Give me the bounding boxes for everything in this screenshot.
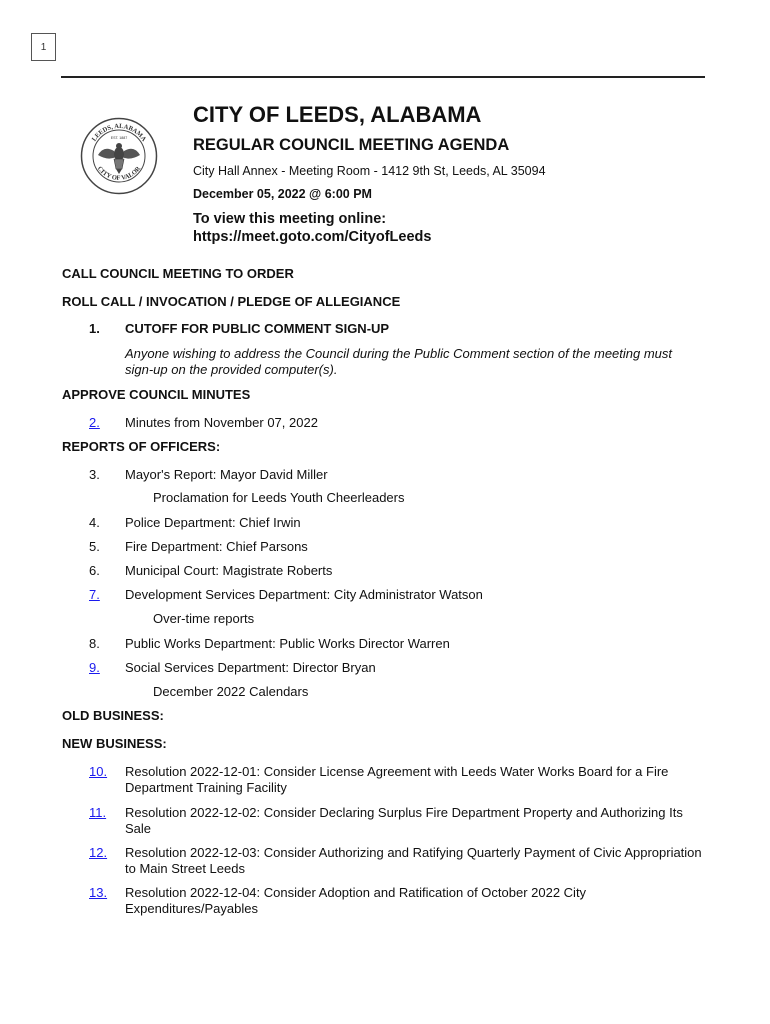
item-text: Resolution 2022-12-02: Consider Declaring Surplus Fire Department Property and Authorizing Its Sale — [125, 805, 683, 836]
item-link[interactable]: 7. — [89, 587, 100, 602]
item-number: 4. — [89, 515, 100, 530]
agenda-subtitle: REGULAR COUNCIL MEETING AGENDA — [193, 136, 510, 154]
item-text: Resolution 2022-12-04: Consider Adoption and Ratification of October 2022 City Expenditures/Payables — [125, 885, 587, 916]
item-number: 1. — [89, 321, 100, 336]
item-text: Minutes from November 07, 2022 — [125, 415, 318, 430]
section-roll-call: ROLL CALL / INVOCATION / PLEDGE OF ALLEGIANCE — [62, 294, 401, 309]
item-link[interactable]: 2. — [89, 415, 100, 430]
item-link[interactable]: 12. — [89, 845, 108, 860]
item-text: Social Services Department: Director Bryan — [125, 660, 376, 675]
header-rule — [61, 76, 705, 78]
item-text: Fire Department: Chief Parsons — [125, 539, 308, 554]
seal-bottom-text: CITY OF VALOR — [95, 165, 143, 182]
agenda-item-3-sub: Proclamation for Leeds Youth Cheerleaders — [153, 490, 405, 505]
item-number: 6. — [89, 563, 100, 578]
section-call-to-order: CALL COUNCIL MEETING TO ORDER — [62, 266, 294, 281]
section-old-business: OLD BUSINESS: — [62, 708, 164, 723]
item-link[interactable]: 10. — [89, 764, 108, 779]
online-url[interactable]: https://meet.goto.com/CityofLeeds — [193, 229, 432, 245]
section-reports: REPORTS OF OFFICERS: — [62, 439, 221, 454]
seal-est-text: EST. 1887 — [110, 136, 128, 140]
section-new-business: NEW BUSINESS: — [62, 736, 167, 751]
meeting-location: City Hall Annex - Meeting Room - 1412 9th St, Leeds, AL 35094 — [193, 164, 546, 178]
item-text: Resolution 2022-12-01: Consider License Agreement with Leeds Water Works Board for a Fire Department Training Facility — [125, 764, 669, 795]
item-link[interactable]: 13. — [89, 885, 108, 900]
page-title: CITY OF LEEDS, ALABAMA — [193, 102, 482, 127]
agenda-item-9-sub: December 2022 Calendars — [153, 684, 309, 699]
online-info — [193, 210, 546, 246]
section-approve-minutes: APPROVE COUNCIL MINUTES — [62, 387, 251, 402]
item-number: 8. — [89, 636, 100, 651]
item-text: Municipal Court: Magistrate Roberts — [125, 563, 333, 578]
item-text: Mayor's Report: Mayor David Miller — [125, 467, 328, 482]
item-note: Anyone wishing to address the Council during the Public Comment section of the meeting must sign-up on the provided computer(s). — [125, 346, 673, 377]
agenda-item-7-sub: Over-time reports — [153, 611, 255, 626]
seal-top-text: LEEDS, ALABAMA — [90, 122, 148, 143]
item-text: Police Department: Chief Irwin — [125, 515, 301, 530]
agenda-header — [193, 102, 546, 246]
item-number: 3. — [89, 467, 100, 482]
city-seal-icon — [80, 117, 158, 195]
page-number: 1 — [31, 33, 56, 61]
item-text: Resolution 2022-12-03: Consider Authorizing and Ratifying Quarterly Payment of Civic Appropriation to Main Street Leeds — [125, 845, 702, 876]
meeting-date: December 05, 2022 @ 6:00 PM — [193, 187, 372, 201]
item-link[interactable]: 11. — [89, 805, 107, 820]
item-link[interactable]: 9. — [89, 660, 100, 675]
item-text: Development Services Department: City Administrator Watson — [125, 587, 483, 602]
online-label: To view this meeting online: — [193, 211, 387, 227]
item-number: 5. — [89, 539, 100, 554]
item-title: CUTOFF FOR PUBLIC COMMENT SIGN-UP — [125, 321, 390, 336]
item-text: Public Works Department: Public Works Director Warren — [125, 636, 450, 651]
